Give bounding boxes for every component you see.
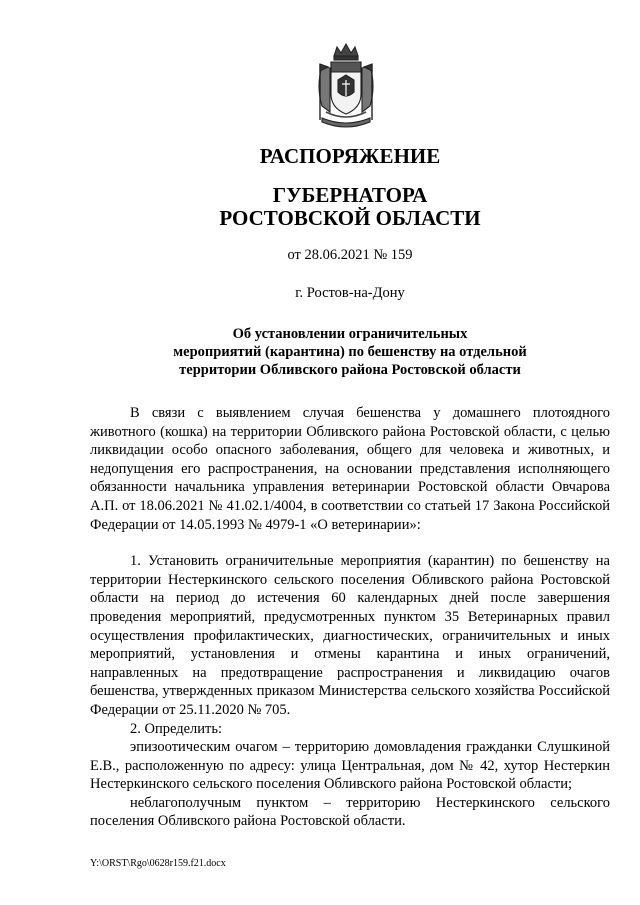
item-2-paragraph: 2. Определить: — [130, 720, 223, 737]
document-body — [90, 404, 610, 831]
file-path-footer: Y:\ORST\Rgo\0628r159.f21.docx — [90, 858, 226, 869]
city-line: г. Ростов-на-Дону — [295, 285, 405, 301]
item-2a-paragraph: эпизоотическим очагом – территорию домовладения гражданки Слушкиной Е.В., расположенную по адресу: улица Центральная, дом № 42, хутор Нестеркин Нестеркинского сельского поселения Обливского района Ростовской области; — [90, 739, 610, 793]
issuer-title-line2: РОСТОВСКОЙ ОБЛАСТИ — [219, 206, 481, 230]
date-number-line: от 28.06.2021 № 159 — [287, 247, 413, 263]
subject-line3: территории Обливского района Ростовской области — [179, 362, 521, 378]
document-subject — [60, 325, 640, 379]
subject-line1: Об установлении ограничительных — [232, 326, 468, 342]
preamble-paragraph: В связи с выявлением случая бешенства у домашнего плотоядного животного (кошка) на территории Обливского района Ростовской области, с целью ликвидации особо опасного заболевания, общего для человека и животных, и недопущения его распространения, на основании представления исполняющего обязанности начальника управления ветеринарии Ростовской области Овчарова А.П. от 18.06.2021 № 41.02.1/4004, в соответствии со статьей 17 Закона Российской Федерации от 14.05.1993 № 4979-1 «О ветеринарии»: — [90, 405, 610, 533]
coat-of-arms-emblem-icon — [312, 42, 380, 128]
item-2b-paragraph: неблагополучным пунктом – территорию Нестеркинского сельского поселения Обливского района Ростовской области. — [90, 794, 610, 830]
item-1-paragraph: 1. Установить ограничительные мероприятия (карантин) по бешенству на территории Нестеркинского сельского поселения Обливского района Ростовской области на период до истечения 60 календарных дней после завершения проведения мероприятий, предусмотренных пунктом 35 Ветеринарных правил осуществления профилактических, диагностических, ограничительных и иных мероприятий, установления и отмены карантина и иных ограничений, направленных на предотвращение распространения и ликвидацию очагов бешенства, утвержденных приказом Министерства сельского хозяйства Российской Федерации от 25.11.2020 № 705. — [90, 553, 610, 718]
document-type-title: РАСПОРЯЖЕНИЕ — [259, 144, 441, 168]
subject-line2: мероприятий (карантина) по бешенству на отдельной — [173, 344, 527, 360]
issuer-title-line1: ГУБЕРНАТОРА — [272, 183, 428, 207]
